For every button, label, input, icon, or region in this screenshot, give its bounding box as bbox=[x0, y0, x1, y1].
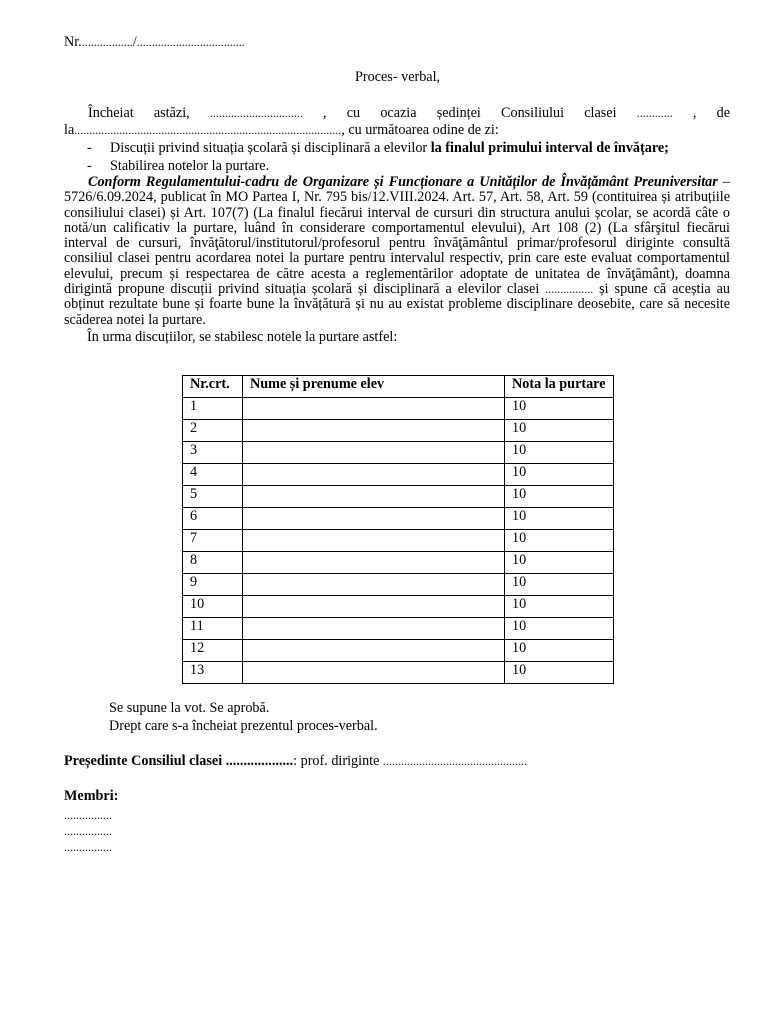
cell-nr: 4 bbox=[183, 464, 243, 486]
cell-grade: 10 bbox=[505, 618, 614, 640]
member-line: ................ bbox=[64, 840, 112, 854]
cell-grade: 10 bbox=[505, 442, 614, 464]
cell-nr: 12 bbox=[183, 640, 243, 662]
president-line bbox=[64, 753, 527, 770]
agenda-bullet: - bbox=[87, 140, 92, 156]
cell-name bbox=[243, 596, 505, 618]
table-row bbox=[183, 486, 614, 508]
table-row bbox=[183, 398, 614, 420]
intro-text-3: , de la bbox=[64, 105, 730, 138]
nr-label: Nr. bbox=[64, 34, 82, 50]
cell-grade: 10 bbox=[505, 596, 614, 618]
vote-line: Se supune la vot. Se aprobă. bbox=[109, 700, 270, 716]
grades-intro: În urma discuțiilor, se stabilesc notele la purtare astfel: bbox=[87, 329, 398, 345]
regulation-body: – 5726/6.09.2024, publicat în MO Partea I, Nr. 795 bis/12.VIII.2024. Art. 57, Art. 58, Art. 59 (contituirea și atribuțiile consiliului clasei) și Art. 107(7) (La finalul fiecărui interval de cursuri din structura anului școlar, se acordă câte o notă/un calificativ la purtare, luând în considerare comportamentul elevului), Art 108 (2) (La sfârşitul fiecărui interval de cursuri, învăţătorul/institutorul/profesorul pentru învăţământul primar/profesorul diriginte consultă consiliul clasei pentru acordarea notei la purtare pentru intervalul respectiv, prin care este evaluat comportamentul elevului, precum și respectarea de către acesta a reglementărilor adoptate de unitatea de învăţământ), doamna dirigintă propune discuții privind situația școlară și disciplinară a elevilor clasei bbox=[64, 174, 730, 298]
table-row bbox=[183, 552, 614, 574]
members-label: Membri: bbox=[64, 788, 119, 804]
cell-grade: 10 bbox=[505, 464, 614, 486]
regulation-title: Conform Regulamentului-cadru de Organizare și Funcționare a Unităților de Învățământ Preuniversitar bbox=[88, 174, 718, 190]
cell-name bbox=[243, 486, 505, 508]
table-body bbox=[183, 398, 614, 684]
cell-nr: 1 bbox=[183, 398, 243, 420]
cell-name bbox=[243, 552, 505, 574]
table-row bbox=[183, 640, 614, 662]
header-nr: Nr.crt. bbox=[183, 376, 243, 398]
nr-slash: / bbox=[132, 34, 137, 50]
header-name: Nume și prenume elev bbox=[243, 376, 505, 398]
cell-nr: 7 bbox=[183, 530, 243, 552]
cell-name bbox=[243, 530, 505, 552]
cell-nr: 8 bbox=[183, 552, 243, 574]
regulation-dots: ................ bbox=[545, 282, 594, 297]
table-row bbox=[183, 662, 614, 684]
agenda-text: Stabilirea notelor la purtare. bbox=[110, 158, 270, 174]
table-row bbox=[183, 530, 614, 552]
grades-table bbox=[182, 375, 614, 684]
intro-dots-2: ............ bbox=[636, 106, 673, 120]
intro-dots-1: ............................... bbox=[209, 106, 303, 120]
nr-dots-1: ................. bbox=[81, 35, 133, 49]
nr-dots-2: .................................... bbox=[136, 35, 245, 49]
cell-nr: 9 bbox=[183, 574, 243, 596]
page-title: Proces- verbal, bbox=[355, 69, 441, 85]
agenda-text: Discuții privind situația școlară și disciplinară a elevilor bbox=[110, 140, 431, 156]
cell-nr: 3 bbox=[183, 442, 243, 464]
cell-nr: 2 bbox=[183, 420, 243, 442]
cell-name bbox=[243, 508, 505, 530]
president-rest: : prof. diriginte bbox=[293, 753, 383, 769]
intro-text-2: , cu ocazia ședinței Consiliului clasei bbox=[323, 105, 617, 121]
table-row bbox=[183, 442, 614, 464]
table-row bbox=[183, 420, 614, 442]
cell-nr: 6 bbox=[183, 508, 243, 530]
member-line: ................ bbox=[64, 808, 112, 822]
table-row bbox=[183, 464, 614, 486]
agenda-item bbox=[87, 140, 669, 157]
cell-grade: 10 bbox=[505, 486, 614, 508]
president-label: Președinte Consiliul clasei ................... bbox=[64, 753, 294, 769]
cell-grade: 10 bbox=[505, 640, 614, 662]
table-row bbox=[183, 596, 614, 618]
cell-grade: 10 bbox=[505, 552, 614, 574]
president-dots: ................................................ bbox=[382, 754, 527, 768]
cell-name bbox=[243, 640, 505, 662]
member-line: ................ bbox=[64, 824, 112, 838]
cell-nr: 5 bbox=[183, 486, 243, 508]
cell-name bbox=[243, 398, 505, 420]
agenda-item bbox=[87, 158, 270, 175]
regulation-body-end: și spune că aceștia au obținut rezultate bune și foarte bune la învățătură și nu au existat probleme disciplinare deosebite, care să necesite scăderea notei la purtare. bbox=[64, 281, 731, 328]
intro-dots-3: ......................................................................................... bbox=[74, 123, 342, 137]
cell-grade: 10 bbox=[505, 662, 614, 684]
cell-grade: 10 bbox=[505, 574, 614, 596]
cell-grade: 10 bbox=[505, 530, 614, 552]
cell-nr: 13 bbox=[183, 662, 243, 684]
intro-text-1: Încheiat astăzi, bbox=[88, 105, 190, 121]
intro-paragraph bbox=[64, 105, 730, 139]
table-header-row bbox=[183, 376, 614, 398]
agenda-bullet: - bbox=[87, 158, 92, 174]
cell-name bbox=[243, 618, 505, 640]
table-row bbox=[183, 508, 614, 530]
cell-grade: 10 bbox=[505, 508, 614, 530]
cell-grade: 10 bbox=[505, 398, 614, 420]
cell-name bbox=[243, 662, 505, 684]
cell-nr: 11 bbox=[183, 618, 243, 640]
cell-name bbox=[243, 574, 505, 596]
cell-name bbox=[243, 442, 505, 464]
regulation-paragraph bbox=[64, 175, 730, 328]
document-number-line bbox=[64, 34, 245, 51]
table-row bbox=[183, 574, 614, 596]
table-row bbox=[183, 618, 614, 640]
intro-text-4: , cu următoarea odine de zi: bbox=[341, 122, 499, 138]
cell-name bbox=[243, 464, 505, 486]
cell-grade: 10 bbox=[505, 420, 614, 442]
header-grade: Nota la purtare bbox=[505, 376, 614, 398]
agenda-text-bold: la finalul primului interval de învățare; bbox=[430, 140, 669, 156]
cell-nr: 10 bbox=[183, 596, 243, 618]
cell-name bbox=[243, 420, 505, 442]
conclusion-line: Drept care s-a încheiat prezentul proces-verbal. bbox=[109, 718, 378, 734]
